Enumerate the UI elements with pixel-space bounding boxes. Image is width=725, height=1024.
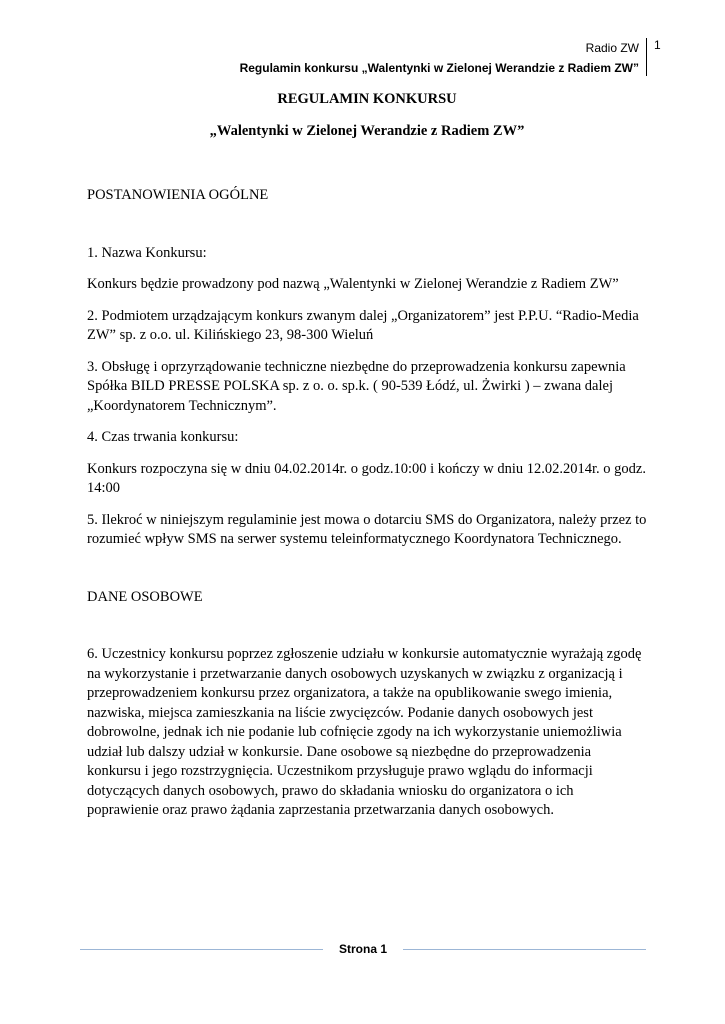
- section-heading-personal-data: DANE OSOBOWE: [87, 588, 203, 605]
- paragraph-5: 5. Ilekroć w niniejszym regulaminie jest mowa o dotarciu SMS do Organizatora, należy przez to rozumieć wpływ SMS na serwer systemu teleinformatycznego Koordynatora Technicznego.: [87, 511, 647, 547]
- document-body: [87, 90, 647, 821]
- footer-line-right: [403, 949, 646, 950]
- paragraph-1: 1. Nazwa Konkursu:: [87, 244, 207, 261]
- paragraph-4b: Konkurs rozpoczyna się w dniu 04.02.2014r. o godz.10:00 i kończy w dniu 12.02.2014r. o godz. 14:00: [87, 460, 646, 496]
- paragraph-3: 3. Obsługę i oprzyrządowanie techniczne niezbędne do przeprowadzenia konkursu zapewnia Spółka BILD PRESSE POLSKA sp. z o. o. sp.k. ( 90-539 Łódź, ul. Żwirki ) – zwana dalej „Koordynatorem Technicznym”.: [87, 358, 626, 414]
- header-page-number: 1: [654, 38, 661, 52]
- paragraph-2: 2. Podmiotem urządzającym konkurs zwanym dalej „Organizatorem” jest P.P.U. “Radio-Media ZW” sp. z o.o. ul. Kilińskiego 23, 98-300 Wieluń: [87, 307, 639, 343]
- document-title: REGULAMIN KONKURSU: [277, 91, 457, 107]
- paragraph-1b: Konkurs będzie prowadzony pod nazwą „Walentynki w Zielonej Werandzie z Radiem ZW”: [87, 276, 619, 292]
- paragraph-6: 6. Uczestnicy konkursu poprzez zgłoszenie udziału w konkursie automatycznie wyrażają zgodę na wykorzystanie i przetwarzanie danych osobowych uzyskanych w związku z organizacją i przeprowadzeniem konkursu przez organizatora, a także na opublikowanie swego imienia, nazwiska, miejsca zamieszkania na liście zwycięzców. Podanie danych osobowych jest dobrowolne, jednak ich nie podanie lub cofnięcie zgody na ich wykorzystanie uniemożliwia udział lub dalszy udział w konkursie. Dane osobowe są niezbędne do przeprowadzenia konkursu i jego rozstrzygnięcia. Uczestnikom przysługuje prawo wglądu do informacji dotyczących danych osobowych, prawo do składania wniosku do organizatora o ich poprawienie oraz prawo żądania zaprzestania przetwarzania danych osobowych.: [87, 646, 642, 818]
- header-brand: Radio ZW: [585, 41, 639, 55]
- paragraph-4: 4. Czas trwania konkursu:: [87, 429, 239, 445]
- header-text-block: [240, 38, 639, 78]
- document-subtitle: „Walentynki w Zielonej Werandzie z Radiem ZW”: [209, 122, 525, 139]
- footer-page-label: Strona 1: [338, 942, 387, 956]
- header-title: Regulamin konkursu „Walentynki w Zielonej Werandzie z Radiem ZW”: [239, 61, 639, 75]
- header-divider: [646, 38, 647, 76]
- page-footer: [80, 940, 646, 960]
- footer-line-left: [80, 949, 323, 950]
- section-heading-general: POSTANOWIENIA OGÓLNE: [87, 187, 269, 203]
